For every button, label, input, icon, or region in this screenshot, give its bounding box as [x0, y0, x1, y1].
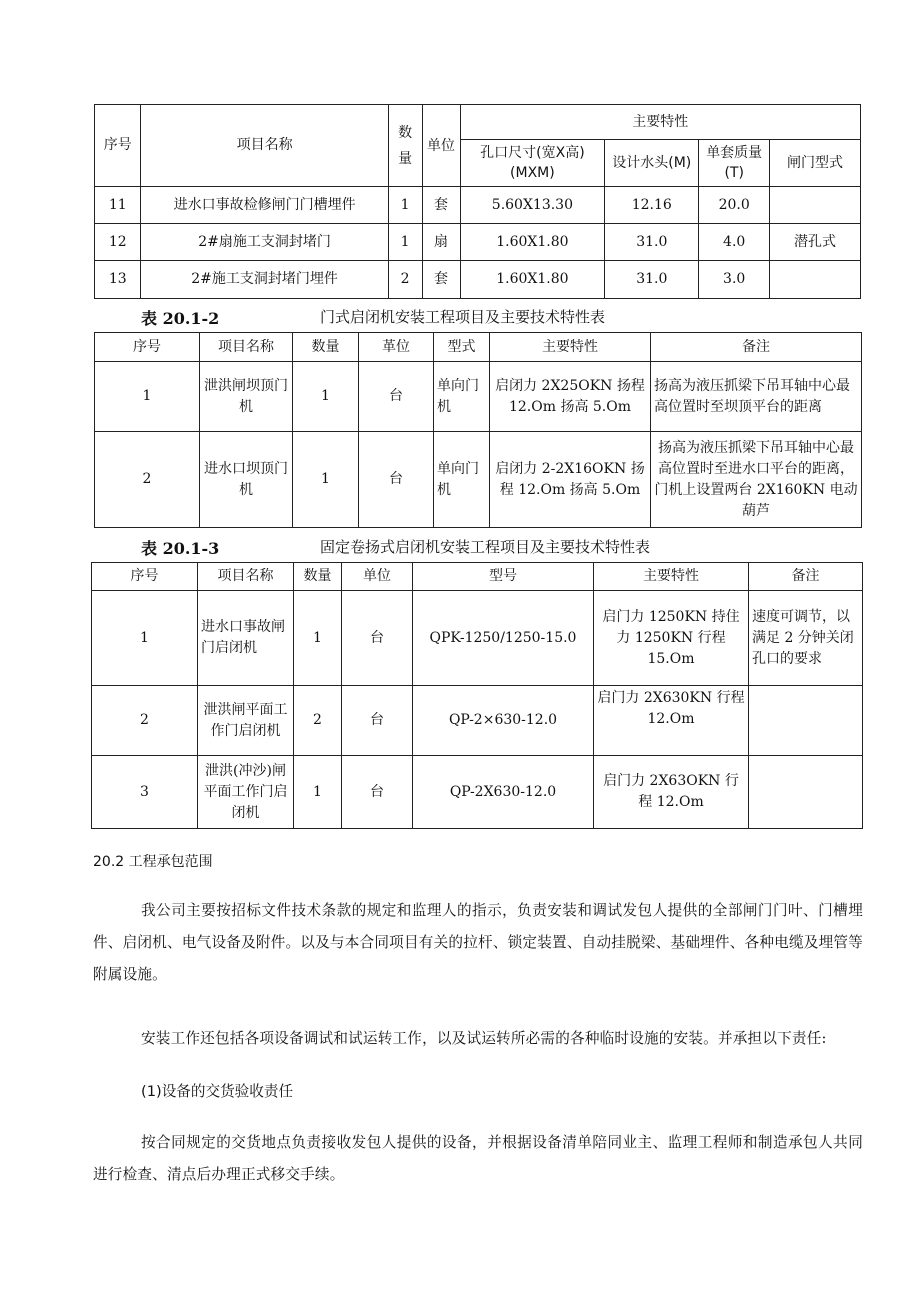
cell-qty: 1 — [293, 432, 359, 528]
cell-name: 2#扇施工支洞封堵门 — [141, 224, 388, 261]
cell-unit: 扇 — [422, 224, 460, 261]
cell-model: 单向门机 — [434, 432, 490, 528]
header-model: 型号 — [413, 563, 594, 591]
cell-remark — [749, 756, 863, 829]
header-qty: 数量 — [293, 333, 359, 362]
cell-model: QP-2X630-12.0 — [413, 756, 594, 829]
header-design-head: 设计水头(M) — [605, 140, 699, 187]
subheading-text: 设备的交货验收责任 — [161, 1083, 294, 1100]
cell-size: 1.60X1.80 — [460, 224, 605, 261]
cell-seq: 2 — [92, 686, 198, 756]
header-unit: 革位 — [359, 333, 434, 362]
cell-unit: 台 — [342, 591, 413, 686]
header-seq: 序号 — [92, 563, 198, 591]
cell-unit: 台 — [359, 362, 434, 432]
header-qty: 数量 — [294, 563, 342, 591]
cell-seq: 12 — [95, 224, 141, 261]
header-name: 项目名称 — [141, 105, 388, 187]
table-row — [95, 261, 861, 299]
cell-features: 启闭力 2-2X16OKN 扬程 12.Om 扬高 5.Om — [490, 432, 651, 528]
cell-seq: 1 — [95, 362, 200, 432]
cell-remark: 速度可调节，以满足 2 分钟关闭孔口的要求 — [749, 591, 863, 686]
table3-caption-title: 固定卷扬式启闭机安装工程项目及主要技术特性表 — [320, 538, 651, 556]
cell-head: 31.0 — [605, 261, 699, 299]
cell-seq: 1 — [92, 591, 198, 686]
cell-type: 潜孔式 — [770, 224, 861, 261]
cell-features: 启闭力 2X25OKN 扬程 12.Om 扬高 5.Om — [490, 362, 651, 432]
header-remark: 备注 — [651, 333, 862, 362]
cell-model: QP-2×630-12.0 — [413, 686, 594, 756]
table2-caption-number — [141, 306, 219, 329]
paragraph-installation: 安装工作还包括各项设备调试和试运转工作，以及试运转所必需的各种临时设施的安装。并承担以下责任: — [141, 1030, 827, 1047]
subheading-delivery — [141, 1080, 293, 1101]
table-gantry-cranes — [94, 332, 862, 528]
cell-model: 单向门机 — [434, 362, 490, 432]
cell-features: 启门力 2X630KN 行程 12.Om — [594, 686, 749, 756]
caption-number: 表 20.1-3 — [141, 539, 220, 558]
header-main-features: 主要特性 — [460, 105, 860, 140]
cell-model: QPK-1250/1250-15.0 — [413, 591, 594, 686]
cell-unit: 台 — [342, 686, 413, 756]
cell-qty: 1 — [293, 362, 359, 432]
cell-mass: 4.0 — [699, 224, 770, 261]
header-gate-type: 闸门型式 — [770, 140, 861, 187]
header-unit: 单位 — [342, 563, 413, 591]
cell-name: 泄洪闸坝顶门机 — [200, 362, 293, 432]
table-row — [95, 224, 861, 261]
paragraph-delivery: 按合同规定的交货地点负责接收发包人提供的设备，并根据设备清单陪同业主、监理工程师和制造承包人共同进行检查、清点后办理正式移交手续。 — [93, 1134, 863, 1183]
cell-qty: 1 — [388, 224, 422, 261]
cell-size: 5.60X13.30 — [460, 187, 605, 224]
cell-unit: 台 — [359, 432, 434, 528]
cell-mass: 3.0 — [699, 261, 770, 299]
header-unit: 单位 — [422, 105, 460, 187]
cell-qty: 1 — [294, 591, 342, 686]
caption-number: 表 20.1-2 — [141, 309, 220, 328]
cell-qty: 1 — [294, 756, 342, 829]
section-title: 20.2 工程承包范围 — [93, 854, 213, 870]
cell-head: 31.0 — [605, 224, 699, 261]
header-model: 型式 — [434, 333, 490, 362]
header-opening-size: 孔口尺寸(宽X高)(MXM) — [460, 140, 605, 187]
cell-qty: 2 — [294, 686, 342, 756]
cell-name: 泄洪闸平面工作门启闭机 — [198, 686, 294, 756]
subheading-number: (1) — [141, 1083, 162, 1100]
cell-head: 12.16 — [605, 187, 699, 224]
cell-seq: 13 — [95, 261, 141, 299]
table-row — [92, 686, 863, 756]
table-row — [95, 432, 862, 528]
cell-size: 1.60X1.80 — [460, 261, 605, 299]
cell-remark: 扬高为液压抓梁下吊耳轴中心最高位置时至坝顶平台的距离 — [651, 362, 862, 432]
cell-features: 启门力 2X63OKN 行程 12.Om — [594, 756, 749, 829]
table2-caption-title: 门式启闭机安装工程项目及主要技术特性表 — [320, 308, 606, 326]
header-qty: 数量 — [388, 105, 422, 187]
header-seq: 序号 — [95, 333, 200, 362]
header-name: 项目名称 — [200, 333, 293, 362]
cell-remark: 扬高为液压抓梁下吊耳轴中心最高位置时至进水口平台的距离，门机上设置两台 2X160KN 电动葫芦 — [651, 432, 862, 528]
cell-seq: 2 — [95, 432, 200, 528]
cell-mass: 20.0 — [699, 187, 770, 224]
table-row — [95, 187, 861, 224]
header-features: 主要特性 — [594, 563, 749, 591]
cell-unit: 台 — [342, 756, 413, 829]
cell-name: 进水口事故检修闸门门槽埋件 — [141, 187, 388, 224]
table-gates — [94, 104, 861, 299]
cell-type — [770, 187, 861, 224]
header-features: 主要特性 — [490, 333, 651, 362]
cell-unit: 套 — [422, 187, 460, 224]
cell-name: 泄洪(冲沙)闸平面工作门启闭机 — [198, 756, 294, 829]
header-unit-mass: 单套质量(T) — [699, 140, 770, 187]
cell-seq: 3 — [92, 756, 198, 829]
cell-name: 进水口事故闸门启闭机 — [198, 591, 294, 686]
table-winch-hoists — [91, 562, 863, 829]
cell-qty: 2 — [388, 261, 422, 299]
header-seq: 序号 — [95, 105, 141, 187]
header-name: 项目名称 — [198, 563, 294, 591]
cell-name: 2#施工支洞封堵门埋件 — [141, 261, 388, 299]
cell-unit: 套 — [422, 261, 460, 299]
table3-caption-number — [141, 536, 219, 559]
cell-qty: 1 — [388, 187, 422, 224]
table-row — [92, 756, 863, 829]
cell-type — [770, 261, 861, 299]
cell-features: 启门力 1250KN 持住力 1250KN 行程 15.Om — [594, 591, 749, 686]
paragraph-scope: 我公司主要按招标文件技术条款的规定和监理人的指示，负责安装和调试发包人提供的全部闸门门叶、门槽埋件、启闭机、电气设备及附件。以及与本合同项目有关的拉杆、锁定装置、自动挂脱梁、基础埋件、各种电缆及埋管等附属设施。 — [93, 902, 863, 983]
header-remark: 备注 — [749, 563, 863, 591]
cell-remark — [749, 686, 863, 756]
cell-seq: 11 — [95, 187, 141, 224]
cell-name: 进水口坝顶门机 — [200, 432, 293, 528]
table-row — [95, 362, 862, 432]
table-row — [92, 591, 863, 686]
